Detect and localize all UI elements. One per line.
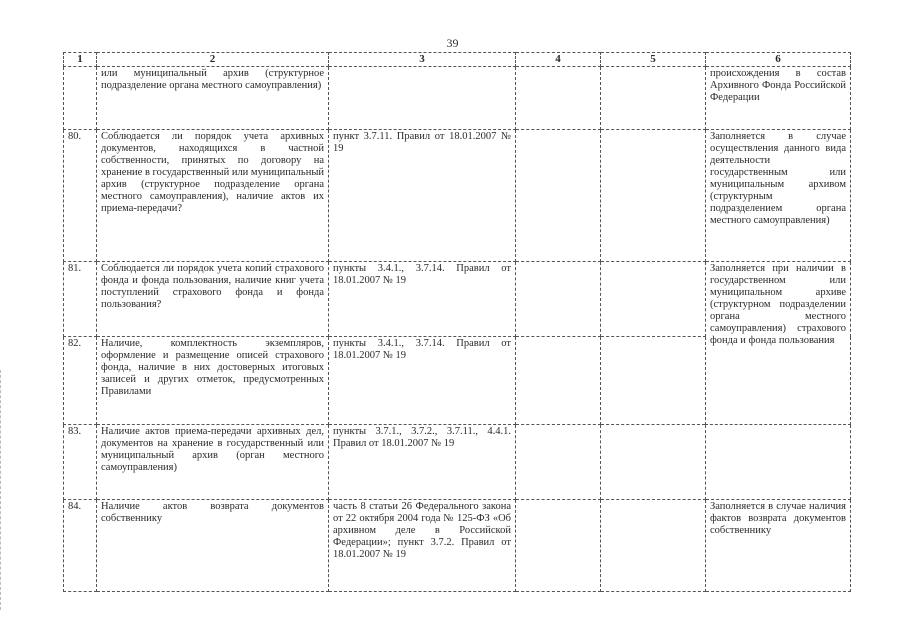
note-cell: Заполняется в случае наличия фактов возврата документов собственнику bbox=[706, 500, 851, 592]
note-cell bbox=[706, 425, 851, 500]
empty-cell bbox=[516, 130, 601, 262]
col-header-3: 3 bbox=[329, 53, 516, 67]
question-cell: Наличие актов возврата документов собственнику bbox=[97, 500, 329, 592]
question-cell: Соблюдается ли порядок учета копий страхового фонда и фонда пользования, наличие книг учета поступлений страхового фонда и фонда пользования? bbox=[97, 262, 329, 337]
row-number: 80. bbox=[64, 130, 97, 262]
table-row bbox=[64, 500, 851, 592]
row-number bbox=[64, 67, 97, 130]
empty-cell bbox=[516, 262, 601, 337]
basis-cell: пункты 3.4.1., 3.7.14. Правил от 18.01.2007 № 19 bbox=[329, 262, 516, 337]
empty-cell bbox=[601, 130, 706, 262]
table-row bbox=[64, 67, 851, 130]
col-header-2: 2 bbox=[97, 53, 329, 67]
basis-cell: пункт 3.7.11. Правил от 18.01.2007 № 19 bbox=[329, 130, 516, 262]
empty-cell bbox=[601, 425, 706, 500]
col-header-4: 4 bbox=[516, 53, 601, 67]
row-number: 81. bbox=[64, 262, 97, 337]
col-header-6: 6 bbox=[706, 53, 851, 67]
note-cell: Заполняется при наличии в государственном или муниципальном архиве (структурном подразделении органа местного самоуправления) страхового фонда и фонда пользования bbox=[706, 262, 851, 425]
table-row bbox=[64, 130, 851, 262]
row-number: 83. bbox=[64, 425, 97, 500]
question-cell: Наличие, комплектность экземпляров, оформление и размещение описей страхового фонда, наличие в них достоверных итоговых записей и других отметок, предусмотренных Правилами bbox=[97, 337, 329, 425]
empty-cell bbox=[516, 67, 601, 130]
header-row bbox=[64, 53, 851, 67]
question-cell: или муниципальный архив (структурное подразделение органа местного самоуправления) bbox=[97, 67, 329, 130]
basis-cell: пункты 3.7.1., 3.7.2., 3.7.11., 4.4.1. Правил от 18.01.2007 № 19 bbox=[329, 425, 516, 500]
col-header-1: 1 bbox=[64, 53, 97, 67]
empty-cell bbox=[601, 500, 706, 592]
note-cell: происхождения в состав Архивного Фонда Российской Федерации bbox=[706, 67, 851, 130]
table-row bbox=[64, 425, 851, 500]
row-number: 82. bbox=[64, 337, 97, 425]
question-cell: Наличие актов приема-передачи архивных дел, документов на хранение в государственный или муниципальный архив (орган местного самоуправления) bbox=[97, 425, 329, 500]
basis-cell: часть 8 статьи 26 Федерального закона от 22 октября 2004 года № 125-ФЗ «Об архивном деле в Российской Федерации»; пункт 3.7.2. Правил от 18.01.2007 № 19 bbox=[329, 500, 516, 592]
page-number: 39 bbox=[446, 36, 459, 50]
basis-cell: пункты 3.4.1., 3.7.14. Правил от 18.01.2007 № 19 bbox=[329, 337, 516, 425]
empty-cell bbox=[516, 500, 601, 592]
empty-cell bbox=[516, 425, 601, 500]
empty-cell bbox=[601, 67, 706, 130]
empty-cell bbox=[601, 337, 706, 425]
empty-cell bbox=[516, 337, 601, 425]
empty-cell bbox=[601, 262, 706, 337]
scan-edge bbox=[0, 370, 3, 610]
question-cell: Соблюдается ли порядок учета архивных документов, находящихся в частной собственности, принятых по договору на хранение в государственный или муниципальный архив (структурное подразделение органа местного самоуправления), наличие актов их приема-передачи? bbox=[97, 130, 329, 262]
col-header-5: 5 bbox=[601, 53, 706, 67]
row-number: 84. bbox=[64, 500, 97, 592]
basis-cell bbox=[329, 67, 516, 130]
table-row bbox=[64, 262, 851, 337]
note-cell: Заполняется в случае осуществления данного вида деятельности государственным или муниципальным архивом (структурным подразделением органа местного самоуправления) bbox=[706, 130, 851, 262]
checklist-table bbox=[63, 52, 851, 592]
